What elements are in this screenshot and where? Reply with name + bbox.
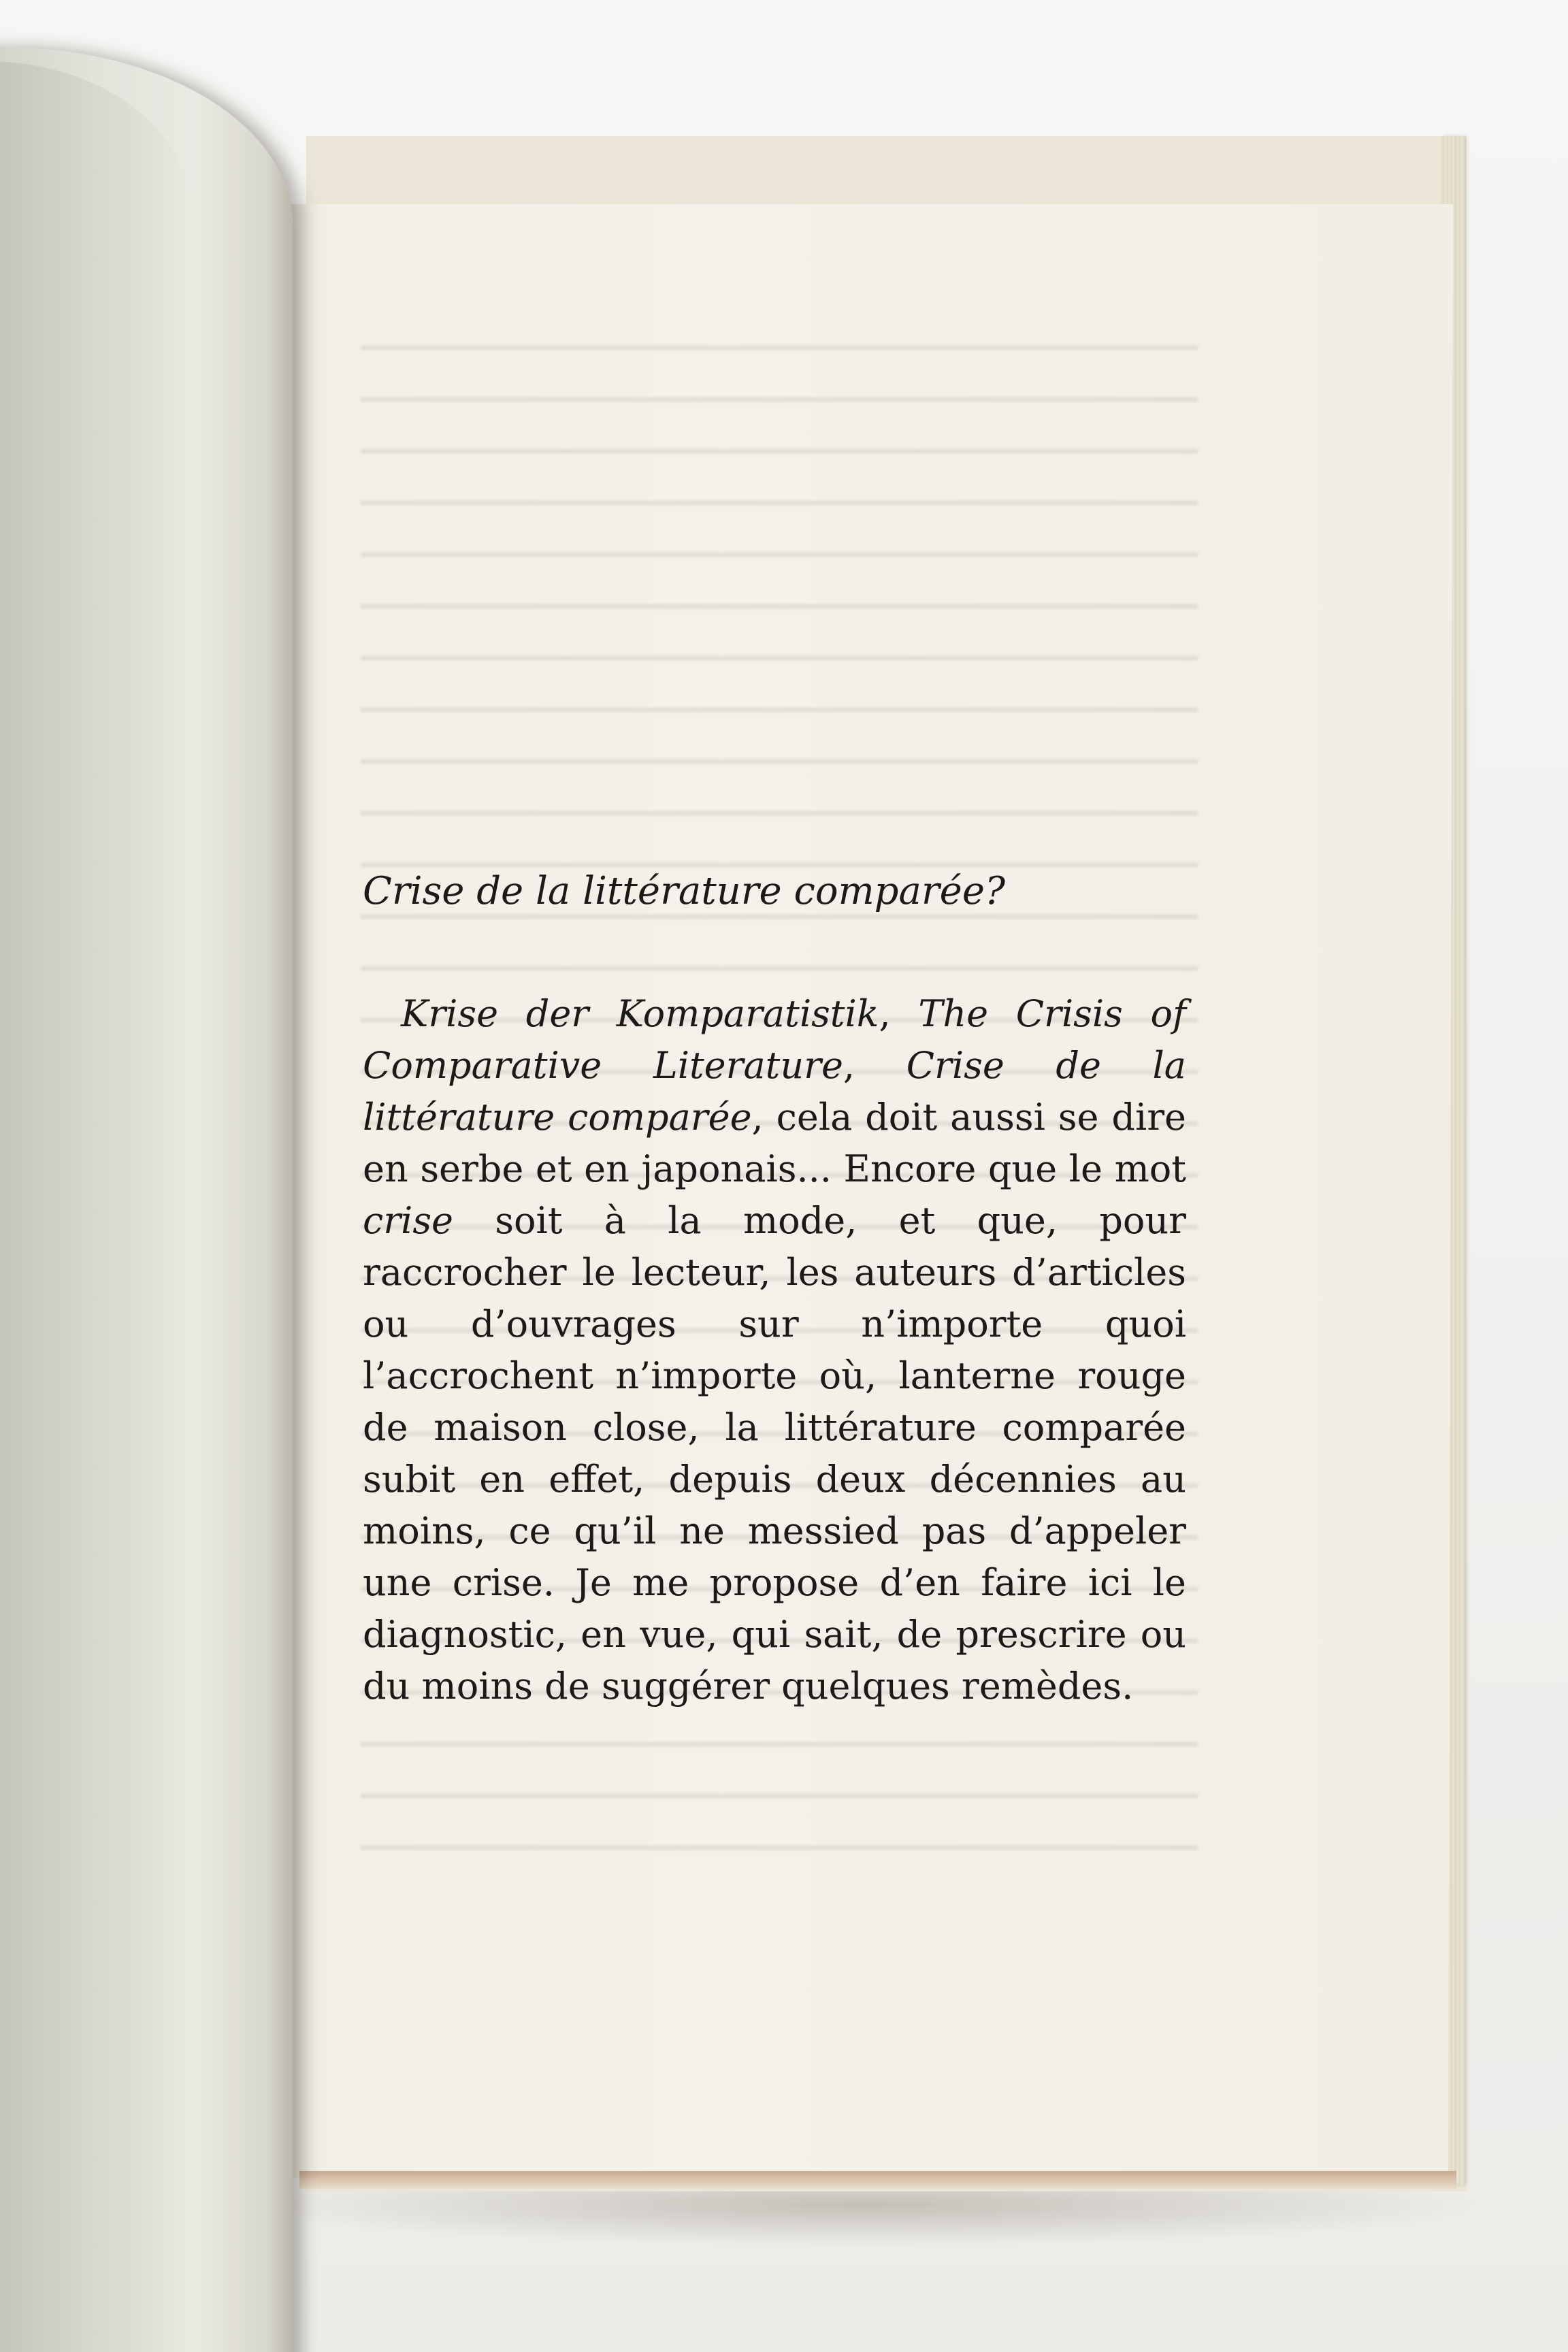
italic-phrase: The Crisis of Comparative Literature (363, 992, 1186, 1087)
italic-phrase: Crise de la littérature comparée (363, 1044, 1186, 1139)
section-title: Crise de la littérature comparée? (363, 869, 1005, 913)
italic-word: crise (363, 1199, 453, 1242)
body-paragraph (363, 988, 1186, 1712)
separator: , (879, 992, 919, 1035)
body-text: soit à la mode, et que, pour raccrocher le lecteur, les auteurs d’articles ou d’ouvrages sur n’importe quoi l’accrochent n’importe où, lanterne rouge de maison close, la littérature comparée subit en effet, depuis deux décennies au moins, ce qu’il ne messied pas d’appeler une crise. Je me propose d’en faire ici le diagnostic, en vue, qui sait, de prescrire ou du moins de suggérer quelques remèdes. (363, 1199, 1186, 1708)
body-text: , cela doit aussi se dire en serbe et en japonais... Encore que le mot (363, 1096, 1186, 1190)
separator: , (843, 1044, 906, 1087)
page-text (363, 866, 1186, 1712)
italic-phrase: Krise der Komparatistik (401, 992, 879, 1035)
page-bottom-edge (299, 2171, 1456, 2189)
left-page-shade (0, 61, 191, 2352)
